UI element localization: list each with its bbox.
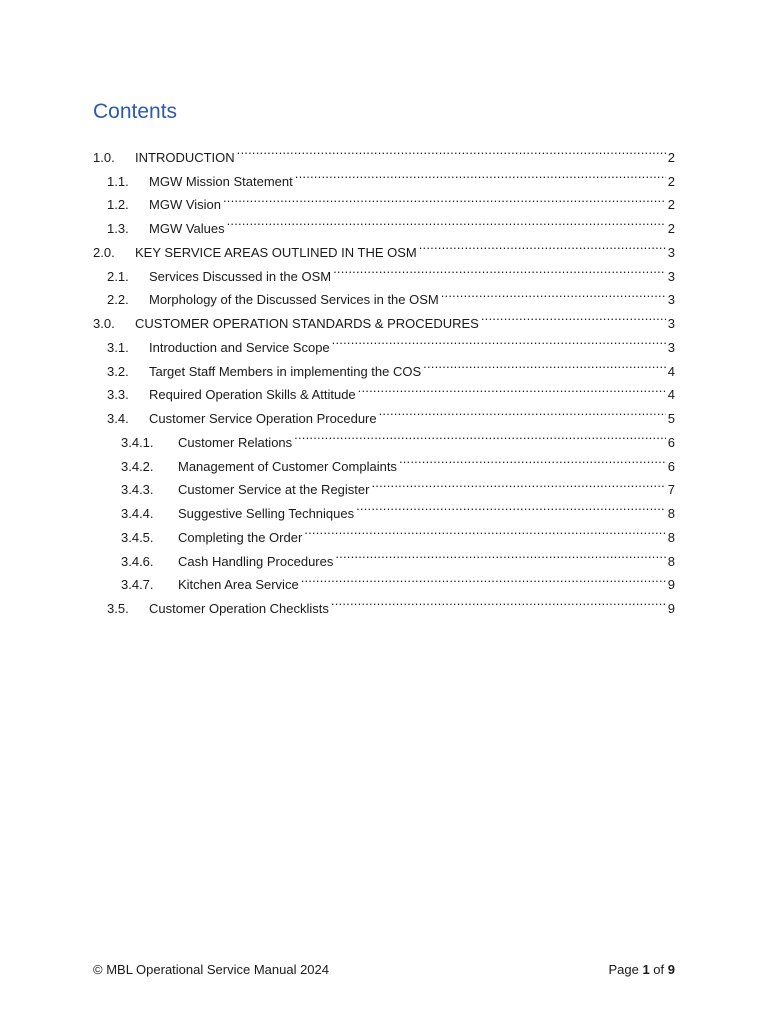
- toc-entry-number: 1.3.: [107, 221, 129, 236]
- toc-entry-page: 9: [667, 577, 675, 593]
- toc-leader-dots: [227, 209, 666, 233]
- toc-entry[interactable]: [93, 138, 675, 165]
- toc-entry-page: 4: [667, 387, 675, 403]
- toc-entry-title: MGW Mission Statement: [149, 173, 293, 189]
- toc-entry-number: 3.2.: [107, 363, 129, 379]
- toc-leader-dots: [423, 352, 666, 376]
- toc-entry-title: Kitchen Area Service: [178, 577, 299, 593]
- toc-entry-title: CUSTOMER OPERATION STANDARDS & PROCEDURES: [135, 316, 479, 331]
- toc-entry-number: 1.2.: [107, 197, 129, 213]
- toc-entry-number: 3.5.: [107, 601, 129, 616]
- toc-entry-title: MGW Values: [149, 221, 225, 236]
- toc-entry-page: 9: [667, 601, 675, 616]
- toc-entry-number: 3.4.6.: [121, 553, 154, 569]
- toc-entry-page: 6: [667, 458, 675, 474]
- toc-entry-page: 3: [667, 316, 675, 331]
- page-footer: [93, 962, 675, 977]
- footer-copyright: © MBL Operational Service Manual 2024: [93, 962, 329, 977]
- toc-list: [93, 138, 675, 616]
- toc-leader-dots: [371, 471, 665, 495]
- toc-leader-dots: [294, 423, 666, 447]
- toc-entry-title: Morphology of the Discussed Services in the OSM: [149, 292, 439, 308]
- toc-entry-number: 1.1.: [107, 173, 129, 189]
- toc-entry-title: Customer Service at the Register: [178, 482, 370, 498]
- toc-entry-title: INTRODUCTION: [135, 149, 235, 165]
- toc-entry-page: 8: [667, 506, 675, 521]
- toc-entry-title: Suggestive Selling Techniques: [178, 506, 355, 521]
- toc-entry-number: 3.1.: [107, 339, 129, 355]
- toc-entry-title: Cash Handling Procedures: [178, 553, 334, 569]
- toc-entry-number: 3.4.4.: [121, 506, 154, 521]
- toc-entry-title: Introduction and Service Scope: [149, 339, 330, 355]
- toc-leader-dots: [419, 233, 666, 257]
- toc-entry-number: 2.0.: [93, 244, 115, 260]
- footer-page-indicator: [608, 962, 675, 977]
- toc-leader-dots: [399, 447, 666, 471]
- toc-entry-number: 3.4.5.: [121, 529, 154, 545]
- toc-leader-dots: [356, 494, 666, 518]
- toc-leader-dots: [379, 399, 666, 423]
- toc-entry-page: 4: [667, 363, 675, 379]
- toc-entry-number: 3.4.7.: [121, 577, 154, 593]
- toc-entry-title: Customer Operation Checklists: [149, 601, 329, 616]
- toc-leader-dots: [332, 328, 666, 352]
- toc-leader-dots: [335, 542, 665, 566]
- toc-entry-number: 3.4.1.: [121, 434, 154, 450]
- toc-leader-dots: [358, 376, 666, 400]
- toc-entry-number: 2.2.: [107, 292, 129, 308]
- toc-entry-page: 2: [667, 149, 675, 165]
- footer-page-total: 9: [667, 962, 675, 977]
- toc-entry-title: KEY SERVICE AREAS OUTLINED IN THE OSM: [135, 244, 417, 260]
- toc-entry-number: 3.4.: [107, 411, 129, 426]
- footer-page-current: 1: [642, 962, 650, 977]
- toc-entry-page: 3: [667, 292, 675, 308]
- toc-entry-page: 3: [667, 339, 675, 355]
- toc-entry-page: 3: [667, 244, 675, 260]
- toc-entry-page: 6: [667, 434, 675, 450]
- toc-entry-number: 3.4.2.: [121, 458, 154, 474]
- toc-leader-dots: [331, 589, 666, 613]
- toc-entry-title: Required Operation Skills & Attitude: [149, 387, 356, 403]
- toc-entry-number: 1.0.: [93, 149, 115, 165]
- toc-entry-number: 3.0.: [93, 316, 115, 331]
- toc-entry-number: 2.1.: [107, 268, 129, 284]
- toc-leader-dots: [237, 138, 666, 162]
- toc-leader-dots: [304, 518, 665, 542]
- toc-leader-dots: [481, 304, 666, 328]
- toc-leader-dots: [441, 281, 666, 305]
- toc-entry-title: Management of Customer Complaints: [178, 458, 397, 474]
- toc-leader-dots: [333, 257, 666, 281]
- toc-entry-page: 5: [667, 411, 675, 426]
- toc-entry-page: 2: [667, 197, 675, 213]
- toc-entry-page: 7: [667, 482, 675, 498]
- toc-entry-title: Customer Relations: [178, 434, 293, 450]
- toc-entry-number: 3.3.: [107, 387, 129, 403]
- toc-entry-title: Target Staff Members in implementing the COS: [149, 363, 422, 379]
- toc-entry-title: Customer Service Operation Procedure: [149, 411, 377, 426]
- toc-entry-page: 8: [667, 553, 675, 569]
- toc-leader-dots: [223, 186, 666, 210]
- toc-heading: Contents: [93, 100, 178, 123]
- toc-entry-page: 2: [667, 221, 675, 236]
- footer-page-label: Page: [608, 962, 639, 977]
- toc-entry-page: 2: [667, 173, 675, 189]
- toc-entry-title: MGW Vision: [149, 197, 221, 213]
- toc-entry-number: 3.4.3.: [121, 482, 154, 498]
- toc-entry-title: Completing the Order: [178, 529, 303, 545]
- toc-entry-page: 8: [667, 529, 675, 545]
- toc-entry-title: Services Discussed in the OSM: [149, 268, 332, 284]
- footer-page-of: of: [653, 962, 665, 977]
- toc-entry-page: 3: [667, 268, 675, 284]
- toc-leader-dots: [301, 566, 666, 590]
- toc-leader-dots: [295, 162, 666, 186]
